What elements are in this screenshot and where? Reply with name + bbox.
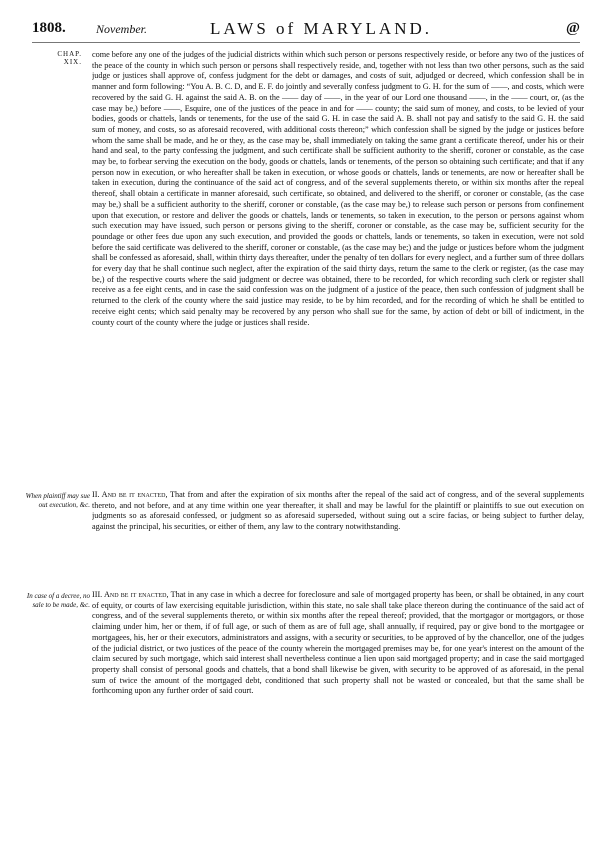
section-ii — [92, 490, 584, 578]
page-year: 1808. — [32, 20, 66, 36]
running-title: LAWS of MARYLAND. — [210, 19, 432, 38]
page-month: November. — [96, 22, 147, 36]
chapter-label — [36, 50, 82, 66]
section-iii — [92, 590, 584, 750]
section-ii-heading: II. And be it enacted, — [92, 490, 168, 499]
chapter-label-chap: CHAP. — [57, 50, 82, 58]
margin-note-decree: In case of a decree, no sale to be made, &c. — [26, 592, 90, 609]
section-ii-text: That from and after the expiration of six months after the repeal of the said act of congress, and of the several supplements thereto, and not before, and at any time within one year thereafter, it shall and may be lawful for the plaintiff or plaintiffs to sue out execution on judgments so as aforesaid confessed, or judgment so as aforesaid superseded, without suing out a scire facias, or being subject to further delay, against the principal, his securities, or either of them, any law to the contrary notwithstanding. — [92, 490, 584, 532]
margin-note-execution: When plaintiff may sue out execution, &c. — [25, 492, 90, 509]
page-header — [32, 18, 580, 43]
chapter-label-number: XIX. — [63, 58, 82, 66]
paragraph-continuation — [92, 50, 584, 472]
page-mark: @ — [566, 20, 580, 36]
paragraph-text: come before any one of the judges of the judicial districts within which such person or persons respectively reside, or before any two of the justices of the peace of the county in which such person or persons shall respectively reside, and, together with not less than two other persons, such as the said judge or justices shall approve of, confess judgment for the debt or damages, and costs of suit, adjudged or decreed, which confession shall be in manner and form following: “You A. B. C. D, and E. F. do jointly and severally confess judgment to G. H. for the sum of ——, and costs, which were recovered by the said G. H. against the said A. B. on the —— day of ——, in the year of our Lord one thousand ——, in the —— court, or, (as the case may be,) before ——, Esquire, one of the justices of the peace in and for —— county; the said sum of money, and costs, to be levied of your bodies, goods or chattels, lands or tenements, for the use of the said G. H. in case the said A. B. shall not pay and satisfy to the said G. H. the said sum of money, and costs, so as aforesaid recovered, with additional costs thereon;” which confession shall be signed by the judge or justices before whom the same shall be made, and he or they, as the case may be, shall immediately on taking the same grant a certificate thereof, under his or their hand and seal, to the party confessing the judgment, and such certificate shall be sufficient authority to the sheriff, coroner or constable, as the case may be, to forbear serving the execution on the body, goods or chattels, lands or tenements, of the person so obtaining such certificate; and that if any person now in execution, or who hereafter shall be taken in execution, or whose goods or chattels, lands or tenements, are now or hereafter shall be taken in execution, during the continuance of the said act of congress, and of the several supplements thereto, or within six months after the repeal thereof, shall obtain a certificate in manner aforesaid, such certificate, so obtained, and delivered to the sheriff, or coroner or constable, (as the case may be,) shall be a sufficient authority to the sheriff, coroner or constable, (as the case may be,) to release such person or persons from confinement upon that execution, or restore and deliver the goods or chattels, lands or tenements, so taken in execution, to the person or persons against whom such execution may have issued, such person or persons giving to the sheriff, coroner or constable, as the case may be, sufficient security for the poundage or other fees due upon any such execution, and provided the goods or chattels, lands or tenements, so taken in execution, were not sold before the said certificate was delivered to the sheriff, coroner or constable, (as the case may be;) and the judge or justices before whom the judgment shall be confessed as aforesaid, shall, within thirty days thereafter, under the penalty of ten dollars for every neglect, and a further sum of three dollars for every day that he shall continue such neglect, after the expiration of the said thirty days, return the same to the clerk or register, (as the case may be,) of the respective courts where the said judgment or decree was obtained, there to be recorded, for which recording such clerk or register shall receive as a fee eight cents, and in case the said confession was on the judgment of a justice of the peace, then such confession of judgment shall be returned to the clerk of the county where the said justice may reside, to be by him recorded, and for the recording of which he shall be entitled to receive eight cents; which said penalty may be recovered by any person who shall sue for the same, by action of debt or bill of indictment, in the county court of the county where the judge or justices shall reside. — [92, 50, 584, 327]
section-iii-text: That in any case in which a decree for foreclosure and sale of mortgaged property has been, or shall be obtained, in any court of equity, or courts of law exercising equitable jurisdiction, within this state, no sale shall take place thereon during the continuance of the said act of congress, and of the several supplements thereto, or within six months after the repeal thereof; provided, that the mortgagor or mortgagors, or those claiming under him, her or them, if of full age, or such of them as are of full age, shall annually, if required, pay or give bond to the mortgagee or mortgagees, his, her or their executors, administrators and assigns, with a security or securities, to be approved of by the chancellor, one of the judges of the judicial district, or two justices of the peace of the county wherein the mortgaged premises may be, for one year's interest on the amount of the claim secured by such mortgage, which said interest shall nevertheless continue a lien upon said mortgaged property; and in case the said mortgaged property shall consist of personal goods and chattels, that a bond shall likewise be given, with security to be approved of as aforesaid, in the penal sum of twice the amount of the mortgaged debt, conditioned that such property shall not be wasted or concealed, but that the same shall be forthcoming upon any further order of said court. — [92, 590, 584, 696]
section-iii-heading: III. And be it enacted, — [92, 590, 169, 599]
